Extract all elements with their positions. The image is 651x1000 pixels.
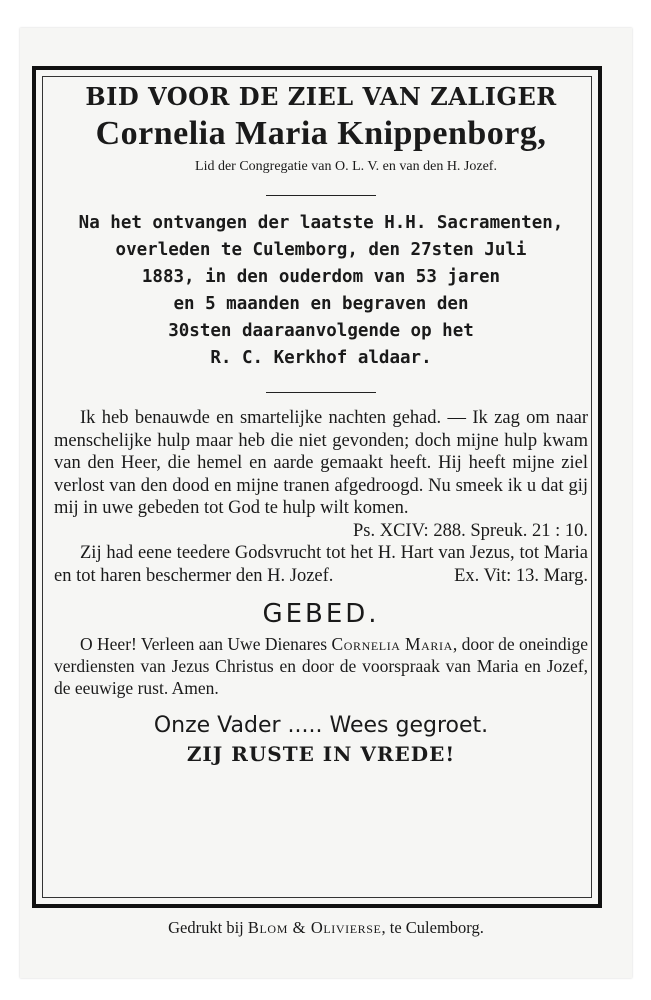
announcement-line: 30sten daaraanvolgende op het — [168, 321, 474, 341]
prayer-name-second: Maria — [404, 634, 453, 654]
printer-credit — [20, 918, 632, 938]
closing-prayers: Onze Vader ..... Wees gegroet. — [153, 713, 489, 738]
announcement-line: 1883, in den ouderdom van 53 jaren — [141, 267, 501, 287]
announcement-line: overleden te Culemborg, den 27sten Juli — [115, 240, 527, 260]
card-content — [54, 82, 588, 766]
rest-in-peace: ZIJ RUSTE IN VREDE! — [186, 742, 456, 766]
printer-location: , te Culemborg. — [381, 918, 484, 937]
announcement-line: R. C. Kerkhof aldaar. — [210, 348, 432, 368]
prayer-name-first: Cornelia — [331, 634, 401, 654]
divider — [266, 392, 376, 393]
death-announcement — [54, 210, 588, 372]
scripture-quote — [54, 407, 588, 587]
deceased-name: Cornelia Maria Knippenborg, — [95, 115, 547, 152]
announcement-line: en 5 maanden en begraven den — [173, 294, 469, 314]
card-header: BID VOOR DE ZIEL VAN ZALIGER — [85, 82, 557, 111]
prayer-title: GEBED. — [262, 599, 380, 629]
membership-line: Lid der Congregatie van O. L. V. en van den H. Jozef. — [195, 159, 497, 174]
announcement-line: Na het ontvangen der laatste H.H. Sacramenten, — [78, 213, 564, 233]
devotion-reference: Ex. Vit: 13. Marg. — [454, 565, 588, 586]
scripture-text: Ik heb benauwde en smartelijke nachten gehad. — Ik zag om naar menschelijke hulp maar heb die niet gevonden; doch mijne hulp kwam van den Heer, die hemel en aarde gemaakt heeft. Hij heeft mijne ziel verlost van den dood en mijne tranen afgedroogd. Nu smeek ik u dat gij mij in uwe gebeden tot God te hulp wilt komen. — [54, 408, 588, 518]
scripture-reference: Ps. XCIV: 288. Spreuk. 21 : 10. — [352, 520, 588, 541]
prayer-opening: O Heer! Verleen aan Uwe Dienares — [80, 634, 328, 654]
prayer-closing: , door de oneindige verdiensten van Jezus Christus en door de voorspraak van Maria en Jozef, de eeuwige rust. Amen. — [54, 634, 589, 698]
prayer-text — [54, 633, 588, 699]
printer-name: Blom & Olivierse — [247, 918, 382, 937]
divider — [266, 195, 376, 196]
printer-prefix: Gedrukt bij — [168, 918, 244, 937]
devotion-text: Zij had eene teedere Godsvrucht tot het H. Hart van Jezus, tot Maria en tot haren beschermer den H. Jozef. — [54, 543, 588, 586]
